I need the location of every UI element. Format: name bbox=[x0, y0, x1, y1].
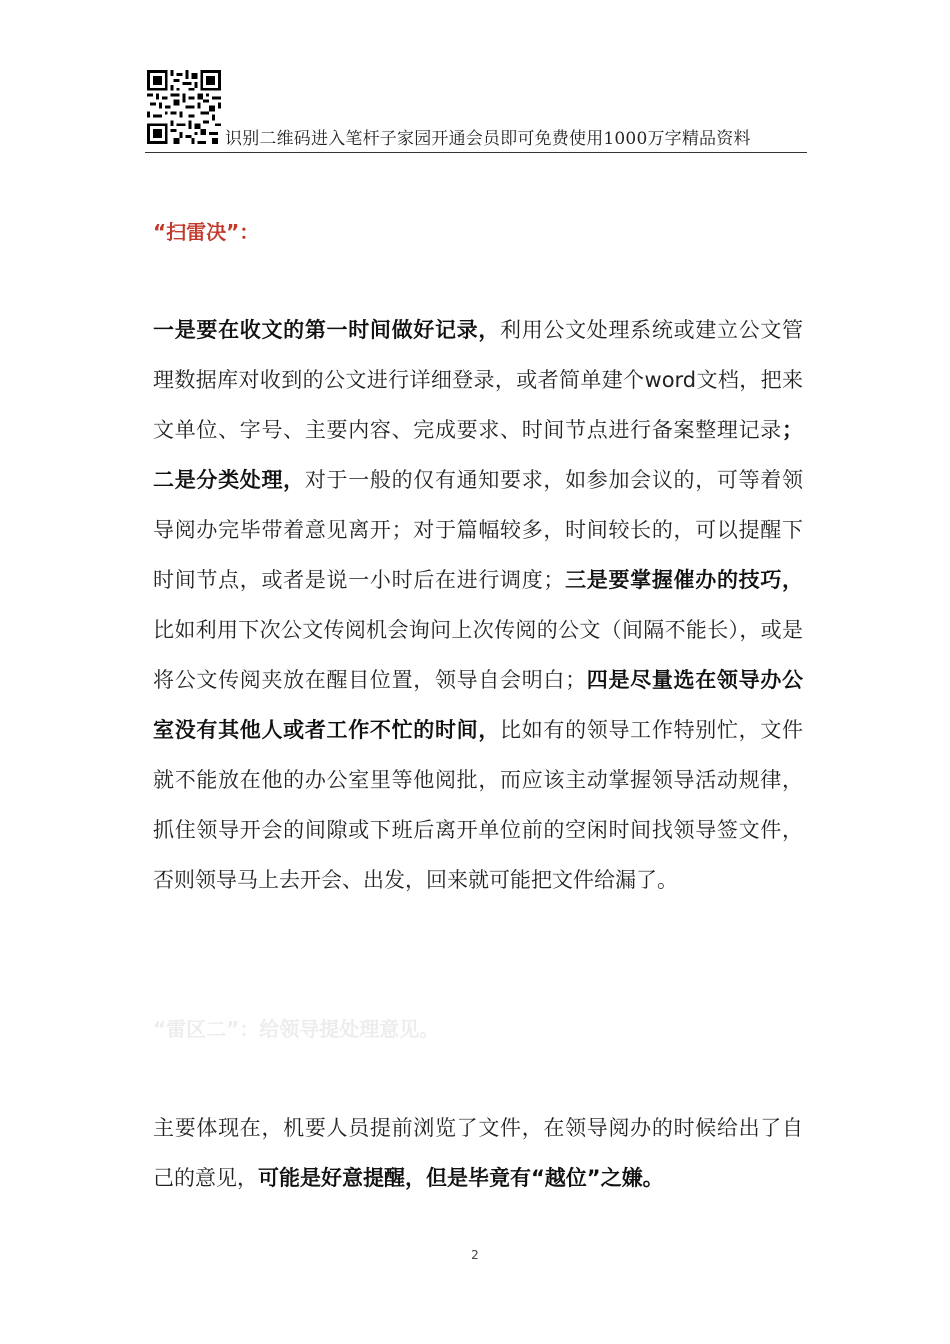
section2-bold: 可能是好意提醒，但是毕竟有“越位”之嫌。 bbox=[258, 1166, 664, 1190]
point-two-bold: ；二是分类处理， bbox=[153, 418, 803, 492]
section2-text: 主要体现在，机要人员提前浏览了文件，在领导阅办的时候给出了自己的意见， bbox=[153, 1116, 803, 1190]
point-three-text: 比如利用下次公文传阅机会询问上次传阅的公文（间隔不能长），或是将公文传阅夹放在醒目位置，领导自会明白； bbox=[153, 618, 803, 692]
qr-code-icon[interactable] bbox=[147, 70, 221, 144]
header-promo-text: 识别二维码进入笔杆子家园开通会员即可免费使用1000万字精品资料 bbox=[225, 129, 751, 149]
point-one-bold: 一是要在收文的第一时间做好记录， bbox=[153, 318, 501, 342]
page-number: 2 bbox=[471, 1248, 479, 1262]
point-four-text: 比如有的领导工作特别忙，文件就不能放在他的办公室里等他阅批，而应该主动掌握领导活动规律，抓住领导开会的间隙或下班后离开单位前的空闲时间找领导签文件，否则领导马上去开会、出发，回来就可能把文件给漏了。 bbox=[153, 718, 804, 892]
point-three-bold: 三是要掌握催办的技巧， bbox=[564, 568, 804, 592]
page-header bbox=[145, 68, 807, 153]
point-four-bold: 四是尽量选在领导办公室没有其他人或者工作不忙的时间， bbox=[153, 668, 804, 742]
section2-paragraph bbox=[153, 1103, 803, 1203]
point-one-text: 利用公文处理系统或建立公文管理数据库对收到的公文进行详细登录，或者简单建个word文档，把来文单位、字号、主要内容、完成要求、时间节点进行备案整理记录 bbox=[153, 318, 804, 442]
point-two-text: 对于一般的仅有通知要求，如参加会议的，可等着领导阅办完毕带着意见离开；对于篇幅较多，时间较长的，可以提醒下时间节点，或者是说一小时后在进行调度； bbox=[153, 468, 803, 592]
section-heading-minefield-two: “雷区二”：给领导提处理意见。 bbox=[153, 1017, 440, 1041]
section-heading-minesweeper: “扫雷决”： bbox=[153, 220, 260, 244]
section1-paragraph bbox=[153, 305, 803, 905]
